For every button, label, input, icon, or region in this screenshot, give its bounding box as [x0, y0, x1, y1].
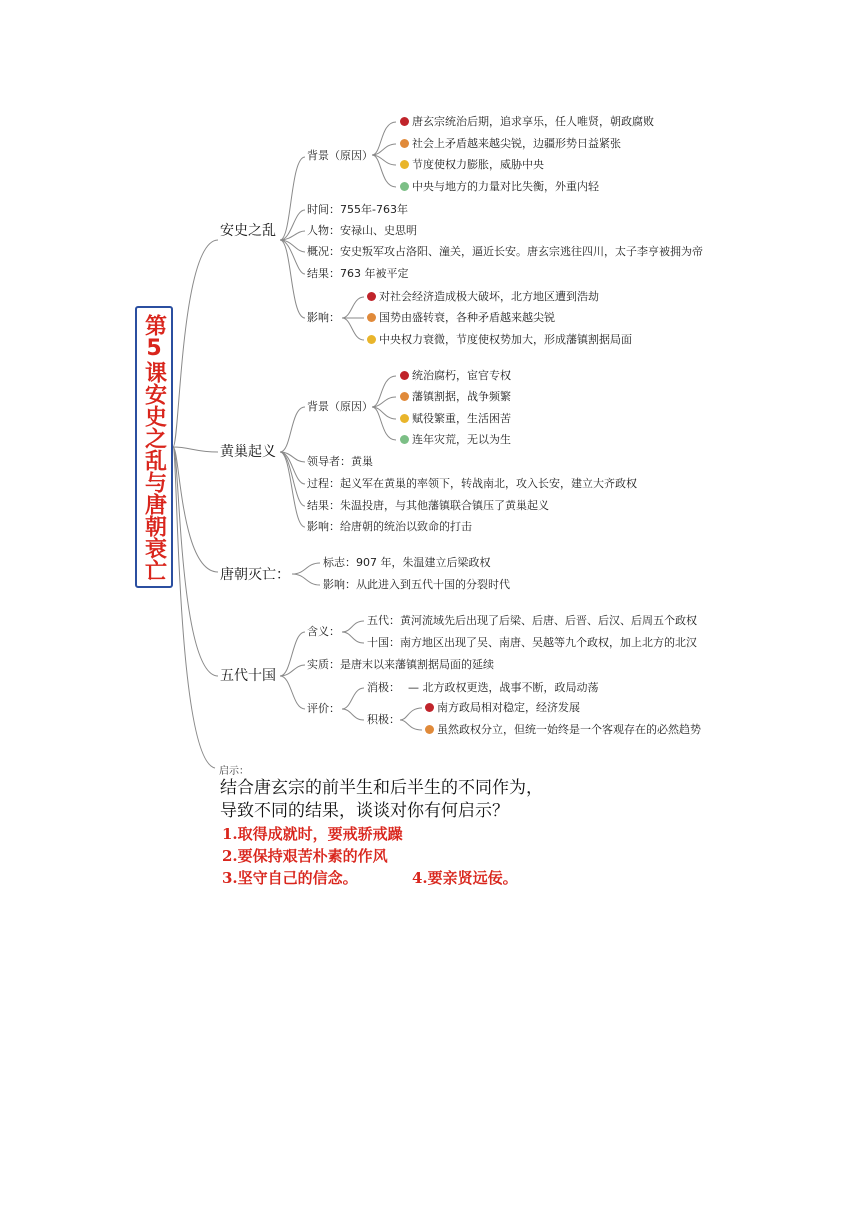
negative-label: 消极： [367, 681, 400, 694]
huangchao-bg-2: 藩镇割据，战争频繁 [400, 390, 511, 404]
essence: 实质：是唐末以来藩镇割据局面的延续 [307, 658, 494, 671]
ten-kingdoms-def: 十国：南方地区出现了吴、南唐、吴越等九个政权，加上北方的北汉 [367, 636, 697, 649]
huangchao-result: 结果：朱温投唐，与其他藩镇联合镇压了黄巢起义 [307, 499, 549, 512]
anshi-background-label: 背景（原因） [307, 149, 373, 162]
answer-4: 4.要亲贤远佞。 [412, 869, 518, 887]
number-1-icon [400, 371, 409, 380]
number-3-icon [367, 335, 376, 344]
anshi-bg-3: 节度使权力膨胀，威胁中央 [400, 158, 544, 172]
anshi-impact-2: 国势由盛转衰，各种矛盾越来越尖锐 [367, 311, 555, 325]
anshi-people: 人物：安禄山、史思明 [307, 224, 417, 237]
number-4-icon [400, 435, 409, 444]
question-line-1: 结合唐玄宗的前半生和后半生的不同作为， [220, 778, 543, 798]
answer-2: 2.要保持艰苦朴素的作风 [222, 847, 388, 865]
answer-1: 1.取得成就时，要戒骄戒躁 [222, 825, 403, 843]
inspiration-label: 启示： [219, 766, 249, 777]
number-2-icon [367, 313, 376, 322]
number-1-icon [400, 117, 409, 126]
tang-fall-impact: 影响：从此进入到五代十国的分裂时代 [323, 578, 510, 591]
anshi-bg-4: 中央与地方的力量对比失衡，外重内轻 [400, 180, 599, 194]
positive-2: 虽然政权分立，但统一始终是一个客观存在的必然趋势 [425, 723, 701, 737]
anshi-result: 结果：763 年被平定 [307, 267, 409, 280]
meaning-label: 含义： [307, 625, 340, 638]
branch-five-dynasties: 五代十国 [220, 668, 276, 684]
branch-anshi: 安史之乱 [220, 223, 276, 239]
huangchao-leader: 领导者：黄巢 [307, 455, 373, 468]
number-2-icon [400, 392, 409, 401]
number-2-icon [400, 139, 409, 148]
huangchao-impact: 影响：给唐朝的统治以致命的打击 [307, 520, 472, 533]
huangchao-bg-1: 统治腐朽，宦官专权 [400, 369, 511, 383]
negative-text: — 北方政权更迭，战事不断，政局动荡 [408, 681, 599, 694]
number-3-icon [400, 160, 409, 169]
number-1-icon [425, 703, 434, 712]
five-dynasties-def: 五代：黄河流域先后出现了后梁、后唐、后晋、后汉、后周五个政权 [367, 614, 697, 627]
huangchao-bg-4: 连年灾荒，无以为生 [400, 433, 511, 447]
branch-tang-fall: 唐朝灭亡： [220, 567, 290, 583]
positive-label: 积极： [367, 713, 400, 726]
branch-huangchao: 黄巢起义 [220, 444, 276, 460]
anshi-time: 时间：755年-763年 [307, 203, 408, 216]
anshi-overview: 概况：安史叛军攻占洛阳、潼关，逼近长安。唐玄宗逃往四川，太子李亨被拥为帝 [307, 245, 703, 258]
number-4-icon [400, 182, 409, 191]
anshi-impact-label: 影响： [307, 311, 340, 324]
lesson-title: 第5课安史之乱与唐朝衰亡 [135, 306, 173, 588]
number-1-icon [367, 292, 376, 301]
evaluation-label: 评价： [307, 702, 340, 715]
anshi-bg-2: 社会上矛盾越来越尖锐，边疆形势日益紧张 [400, 137, 621, 151]
tang-fall-sign: 标志：907 年，朱温建立后梁政权 [323, 556, 491, 569]
huangchao-background-label: 背景（原因） [307, 400, 373, 413]
answer-3: 3.坚守自己的信念。 [222, 869, 358, 887]
number-2-icon [425, 725, 434, 734]
huangchao-process: 过程：起义军在黄巢的率领下，转战南北，攻入长安，建立大齐政权 [307, 477, 637, 490]
positive-1: 南方政局相对稳定，经济发展 [425, 701, 580, 715]
number-3-icon [400, 414, 409, 423]
question-line-2: 导致不同的结果，谈谈对你有何启示？ [220, 801, 509, 821]
huangchao-bg-3: 赋役繁重，生活困苦 [400, 412, 511, 426]
anshi-impact-1: 对社会经济造成极大破坏，北方地区遭到浩劫 [367, 290, 599, 304]
anshi-impact-3: 中央权力衰微，节度使权势加大，形成藩镇割据局面 [367, 333, 632, 347]
anshi-bg-1: 唐玄宗统治后期，追求享乐，任人唯贤，朝政腐败 [400, 115, 654, 129]
